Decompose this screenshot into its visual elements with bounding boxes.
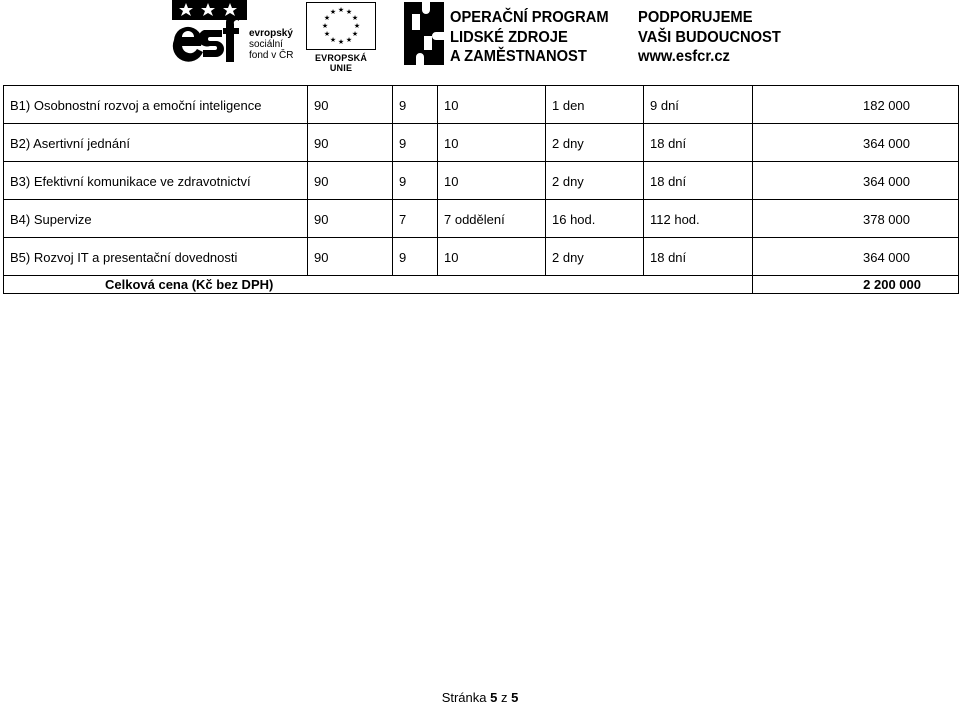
cell-price: 364 000 [753, 162, 959, 200]
svg-text:★: ★ [351, 30, 359, 38]
cell-duration: 2 dny [546, 162, 644, 200]
slogan-text [638, 8, 793, 67]
total-value: 2 200 000 [753, 276, 959, 294]
course-name: B5) Rozvoj IT a presentační dovednosti [4, 238, 308, 276]
eu-label: EVROPSKÁ UNIE [314, 53, 368, 73]
cell-units: 7 oddělení [438, 200, 546, 238]
total-label: Celková cena (Kč bez DPH) [4, 276, 753, 294]
svg-text:★: ★ [353, 22, 361, 30]
svg-text:★: ★ [345, 36, 353, 44]
cell-groups: 9 [393, 162, 438, 200]
table-row [4, 238, 959, 276]
cell-participants: 90 [308, 86, 393, 124]
op-line-3: A ZAMĚSTNANOST [450, 48, 587, 65]
page-label: Stránka [441, 690, 491, 705]
table-row [4, 86, 959, 124]
esf-mark-icon [172, 0, 252, 67]
esf-line-2: sociální [249, 39, 283, 50]
header-logos [172, 0, 784, 73]
cell-duration: 16 hod. [546, 200, 644, 238]
cell-total-duration: 112 hod. [644, 200, 753, 238]
cell-units: 10 [438, 238, 546, 276]
course-name: B1) Osobnostní rozvoj a emoční inteligence [4, 86, 308, 124]
cell-groups: 9 [393, 238, 438, 276]
cell-price: 364 000 [753, 238, 959, 276]
cell-participants: 90 [308, 162, 393, 200]
op-line-1: OPERAČNÍ PROGRAM [450, 9, 609, 26]
cell-price: 378 000 [753, 200, 959, 238]
svg-text:★: ★ [351, 14, 359, 22]
slogan-line-1: PODPORUJEME [638, 9, 753, 26]
cell-units: 10 [438, 124, 546, 162]
svg-text:★: ★ [329, 36, 337, 44]
slogan-line-2: VAŠI BUDOUCNOST [638, 28, 781, 46]
eu-flag-icon [306, 2, 376, 50]
cell-participants: 90 [308, 200, 393, 238]
svg-text:★: ★ [345, 8, 353, 16]
course-name: B3) Efektivní komunikace ve zdravotnictví [4, 162, 308, 200]
cell-total-duration: 18 dní [644, 162, 753, 200]
cell-units: 10 [438, 162, 546, 200]
cell-participants: 90 [308, 124, 393, 162]
page-count: 5 [511, 690, 519, 705]
eu-logo [303, 0, 379, 73]
cell-units: 10 [438, 86, 546, 124]
course-name: B2) Asertivní jednání [4, 124, 308, 162]
cell-groups: 9 [393, 86, 438, 124]
cell-duration: 2 dny [546, 124, 644, 162]
cell-price: 182 000 [753, 86, 959, 124]
total-row [4, 276, 959, 294]
cell-participants: 90 [308, 238, 393, 276]
esf-line-3: fond v ČR [249, 50, 294, 61]
cell-duration: 2 dny [546, 238, 644, 276]
eu-stars [322, 6, 360, 46]
svg-text:★: ★ [337, 6, 345, 14]
table-row [4, 124, 959, 162]
op-line-2: LIDSKÉ ZDROJE [450, 28, 568, 46]
esf-text [249, 28, 293, 61]
cell-duration: 1 den [546, 86, 644, 124]
svg-text:★: ★ [329, 8, 337, 16]
slogan-url: www.esfcr.cz [638, 48, 730, 65]
page-number: 5 [490, 690, 498, 705]
cell-groups: 9 [393, 124, 438, 162]
cell-groups: 7 [393, 200, 438, 238]
svg-text:★: ★ [323, 30, 331, 38]
op-puzzle-icon [402, 0, 446, 67]
course-name: B4) Supervize [4, 200, 308, 238]
esf-logo [172, 0, 298, 67]
page-separator: z [497, 690, 512, 705]
svg-text:★: ★ [323, 14, 331, 22]
cell-price: 364 000 [753, 124, 959, 162]
svg-text:★: ★ [337, 38, 345, 46]
op-program-text [450, 8, 622, 67]
cell-total-duration: 9 dní [644, 86, 753, 124]
table-row [4, 200, 959, 238]
pricing-table [3, 85, 959, 294]
table-row [4, 162, 959, 200]
page-footer [0, 690, 960, 705]
svg-text:★: ★ [321, 22, 329, 30]
cell-total-duration: 18 dní [644, 238, 753, 276]
cell-total-duration: 18 dní [644, 124, 753, 162]
esf-line-1: evropský [249, 28, 293, 39]
